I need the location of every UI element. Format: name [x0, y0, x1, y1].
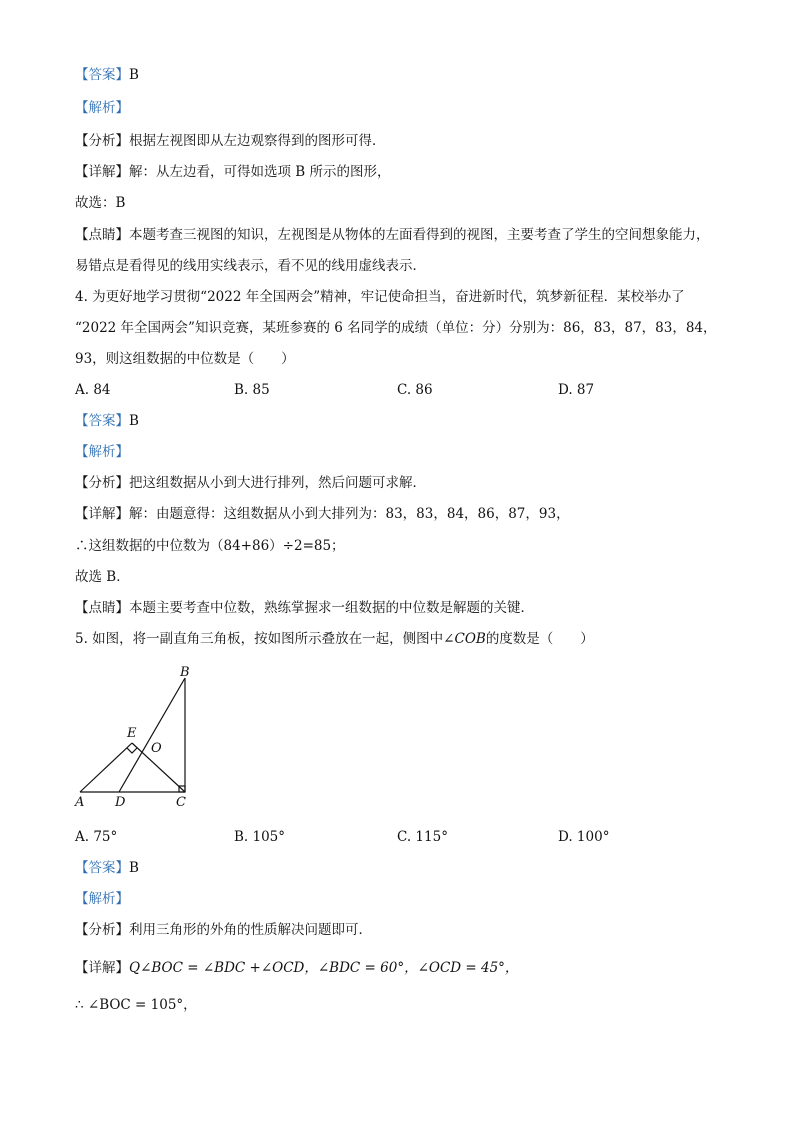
fenxi-text: 根据左视图即从左边观察得到的图形可得． — [129, 133, 386, 149]
xiangjie-math: Q∠BOC = ∠BDC +∠OCD，∠BDC = 60°，∠OCD = 45°， — [129, 960, 519, 976]
xiangjie-text: 解：由题意得：这组数据从小到大排列为：83，83，84，86，87，93， — [129, 506, 570, 522]
xiangjie-text: 解：从左边看，可得如选项 B 所示的图形， — [129, 164, 391, 180]
fenxi-tag: 【分析】 — [75, 133, 129, 149]
q4-dianjing — [75, 599, 534, 617]
q4-option-b: B. 85 — [234, 382, 270, 398]
label-b: B — [180, 665, 190, 680]
dianjing-tag: 【点睛】 — [75, 227, 129, 243]
q5-option-b: B. 105° — [234, 829, 286, 845]
fenxi-text: 把这组数据从小到大进行排列，然后问题可求解． — [129, 475, 426, 491]
right-angle-mark-e — [127, 748, 137, 753]
fenxi-tag: 【分析】 — [75, 475, 129, 491]
q4-fenxi — [75, 474, 426, 492]
dianjing-text: 本题考查三视图的知识，左视图是从物体的左面看得到的视图，主要考查了学生的空间想象能力， — [129, 227, 710, 243]
q5-answer — [75, 859, 139, 877]
q4-stem-2: “2022 年全国两会”知识竞赛，某班参赛的 6 名同学的成绩（单位：分）分别为：86，83，87，83，84， — [75, 320, 717, 336]
answer-tag: 【答案】 — [75, 860, 129, 876]
answer-tag: 【答案】 — [75, 67, 129, 83]
dianjing-text: 本题主要考查中位数，熟练掌握求一组数据的中位数是解题的关键． — [129, 600, 534, 616]
q3-dianjing — [75, 226, 710, 244]
q3-dianjing-cont: 易错点是看得见的线用实线表示，看不见的线用虚线表示． — [75, 258, 426, 274]
q4-stem-1: 4. 为更好地学习贯彻“2022 年全国两会”精神，牢记使命担当，奋进新时代，筑梦新征程．某校举办了 — [75, 289, 685, 305]
dianjing-tag: 【点睛】 — [75, 600, 129, 616]
q4-answer — [75, 412, 139, 430]
xiangjie-tag: 【详解】 — [75, 506, 129, 522]
analysis-tag: 【解析】 — [75, 100, 129, 116]
q4-option-a: A. 84 — [75, 382, 111, 398]
q5-option-d: D. 100° — [558, 829, 610, 845]
label-c: C — [176, 795, 186, 810]
q4-choose: 故选 B． — [75, 569, 130, 585]
xiangjie-tag: 【详解】 — [75, 164, 129, 180]
q5-conclusion: ∴ ∠BOC = 105°， — [75, 997, 197, 1013]
analysis-tag: 【解析】 — [75, 891, 129, 907]
q4-analysis-heading — [75, 443, 129, 461]
q5-stem-post: 的度数是（ ） — [485, 631, 594, 647]
q5-fenxi — [75, 921, 372, 939]
q5-xiangjie — [75, 959, 518, 977]
answer-value: B — [129, 413, 139, 429]
answer-tag: 【答案】 — [75, 413, 129, 429]
answer-value: B — [129, 67, 139, 83]
q4-option-c: C. 86 — [397, 382, 433, 398]
q4-xiangjie — [75, 505, 570, 523]
label-a: A — [75, 795, 85, 810]
q4-option-d: D. 87 — [558, 382, 595, 398]
q3-choose: 故选：B — [75, 195, 126, 211]
q5-analysis-heading — [75, 890, 129, 908]
q3-xiangjie — [75, 163, 391, 181]
q3-analysis-heading — [75, 99, 129, 117]
q5-option-a: A. 75° — [75, 829, 118, 845]
q5-option-c: C. 115° — [397, 829, 448, 845]
q3-answer — [75, 66, 139, 84]
label-e: E — [127, 726, 137, 741]
q4-therefore: ∴这组数据的中位数为（84+86）÷2=85； — [75, 538, 345, 554]
angle-cob: ∠COB — [443, 631, 486, 647]
answer-value: B — [129, 860, 139, 876]
label-d: D — [115, 795, 126, 810]
label-o: O — [151, 741, 162, 756]
segment-ae — [80, 743, 132, 792]
triangle-figure — [70, 662, 200, 812]
q5-stem-pre: 5. 如图，将一副直角三角板，按如图所示叠放在一起，侧图中 — [75, 631, 444, 647]
q3-fenxi — [75, 132, 386, 150]
q4-stem-3: 93，则这组数据的中位数是（ ） — [75, 351, 295, 367]
fenxi-tag: 【分析】 — [75, 922, 129, 938]
xiangjie-tag: 【详解】 — [75, 960, 129, 976]
q5-stem — [75, 630, 594, 648]
fenxi-text: 利用三角形的外角的性质解决问题即可． — [129, 922, 372, 938]
analysis-tag: 【解析】 — [75, 444, 129, 460]
